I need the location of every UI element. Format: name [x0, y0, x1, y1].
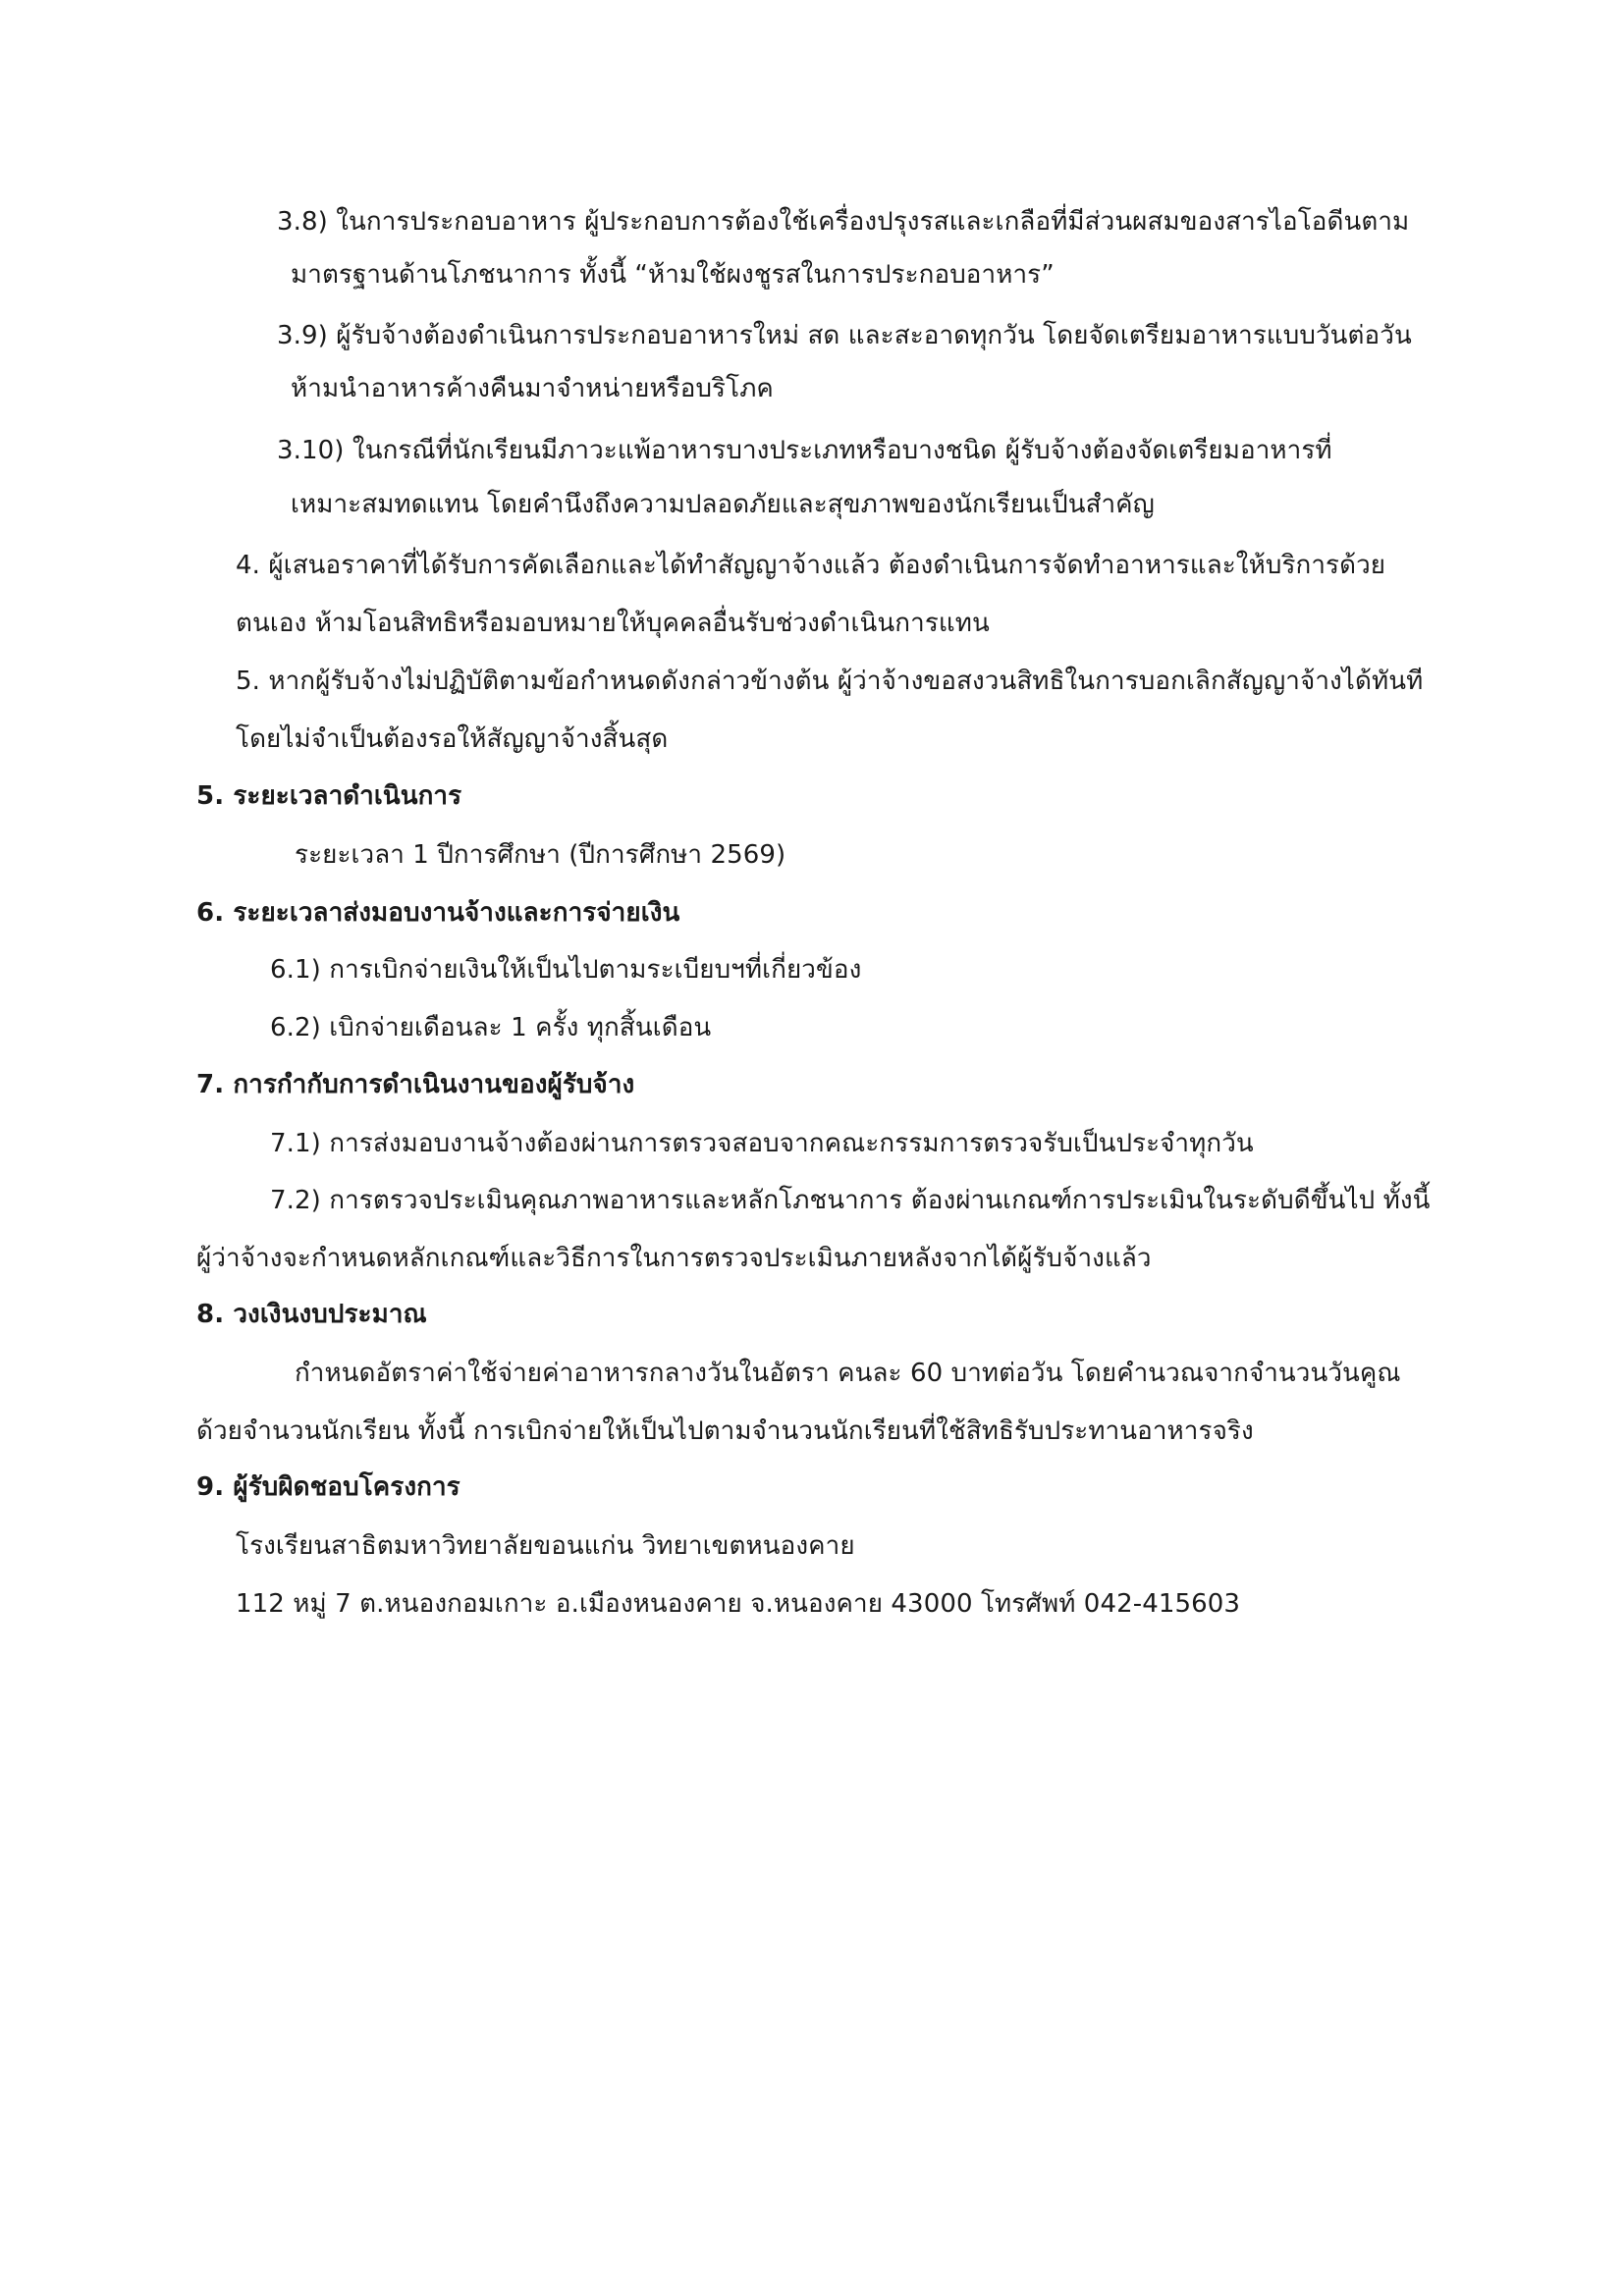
item-3-8-line-2: มาตรฐานด้านโภชนาการ ทั้งนี้ “ห้ามใช้ผงชูรสในการประกอบอาหาร”	[291, 260, 1055, 290]
section-8-heading: 8. วงเงินงบประมาณ	[196, 1300, 427, 1329]
section-8-line-1: กำหนดอัตราค่าใช้จ่ายค่าอาหารกลางวันในอัตรา คนละ 60 บาทต่อวัน โดยคำนวณจากจำนวนวันคูณ	[295, 1359, 1401, 1388]
item-3-10-line-1: 3.10) ในกรณีที่นักเรียนมีภาวะแพ้อาหารบางประเภทหรือบางชนิด ผู้รับจ้างต้องจัดเตรียมอาหารที่	[277, 436, 1332, 465]
section-6-item-1: 6.1) การเบิกจ่ายเงินให้เป็นไปตามระเบียบฯที่เกี่ยวข้อง	[270, 955, 862, 985]
item-3-10-line-2: เหมาะสมทดแทน โดยคำนึงถึงความปลอดภัยและสุขภาพของนักเรียนเป็นสำคัญ	[291, 490, 1155, 519]
section-6-heading: 6. ระยะเวลาส่งมอบงานจ้างและการจ่ายเงิน	[196, 898, 680, 928]
item-5-line-2: โดยไม่จำเป็นต้องรอให้สัญญาจ้างสิ้นสุด	[236, 724, 669, 754]
section-7-item-1: 7.1) การส่งมอบงานจ้างต้องผ่านการตรวจสอบจากคณะกรรมการตรวจรับเป็นประจำทุกวัน	[270, 1129, 1254, 1158]
section-6-item-2: 6.2) เบิกจ่ายเดือนละ 1 ครั้ง ทุกสิ้นเดือน	[270, 1013, 712, 1042]
section-7-heading: 7. การกำกับการดำเนินงานของผู้รับจ้าง	[196, 1070, 635, 1099]
item-4-line-1: 4. ผู้เสนอราคาที่ได้รับการคัดเลือกและได้ทำสัญญาจ้างแล้ว ต้องดำเนินการจัดทำอาหารและให้บริการด้วย	[236, 551, 1386, 580]
section-9-line-2: 112 หมู่ 7 ต.หนองกอมเกาะ อ.เมืองหนองคาย จ.หนองคาย 43000 โทรศัพท์ 042-415603	[236, 1589, 1241, 1619]
item-3-9-line-2: ห้ามนำอาหารค้างคืนมาจำหน่ายหรือบริโภค	[291, 374, 774, 403]
section-5-heading: 5. ระยะเวลาดำเนินการ	[196, 781, 462, 811]
item-3-9-line-1: 3.9) ผู้รับจ้างต้องดำเนินการประกอบอาหารใหม่ สด และสะอาดทุกวัน โดยจัดเตรียมอาหารแบบวันต่อวัน	[277, 321, 1412, 350]
section-7-item-2-line-2: ผู้ว่าจ้างจะกำหนดหลักเกณฑ์และวิธีการในการตรวจประเมินภายหลังจากได้ผู้รับจ้างแล้ว	[196, 1244, 1152, 1273]
section-9-heading: 9. ผู้รับผิดชอบโครงการ	[196, 1472, 460, 1502]
item-5-line-1: 5. หากผู้รับจ้างไม่ปฏิบัติตามข้อกำหนดดังกล่าวข้างต้น ผู้ว่าจ้างขอสงวนสิทธิในการบอกเลิกสัญญาจ้างได้ทันที	[236, 667, 1424, 696]
section-7-item-2-line-1: 7.2) การตรวจประเมินคุณภาพอาหารและหลักโภชนาการ ต้องผ่านเกณฑ์การประเมินในระดับดีขึ้นไป ทั้งนี้	[270, 1186, 1431, 1215]
item-3-8-line-1: 3.8) ในการประกอบอาหาร ผู้ประกอบการต้องใช้เครื่องปรุงรสและเกลือที่มีส่วนผสมของสารไอโอดีนตาม	[277, 207, 1410, 237]
item-4-line-2: ตนเอง ห้ามโอนสิทธิหรือมอบหมายให้บุคคลอื่นรับช่วงดำเนินการแทน	[236, 609, 990, 638]
section-9-line-1: โรงเรียนสาธิตมหาวิทยาลัยขอนแก่น วิทยาเขตหนองคาย	[236, 1531, 855, 1561]
section-5-body: ระยะเวลา 1 ปีการศึกษา (ปีการศึกษา 2569)	[295, 840, 786, 870]
section-8-line-2: ด้วยจำนวนนักเรียน ทั้งนี้ การเบิกจ่ายให้เป็นไปตามจำนวนนักเรียนที่ใช้สิทธิรับประทานอาหารจริง	[196, 1416, 1254, 1446]
